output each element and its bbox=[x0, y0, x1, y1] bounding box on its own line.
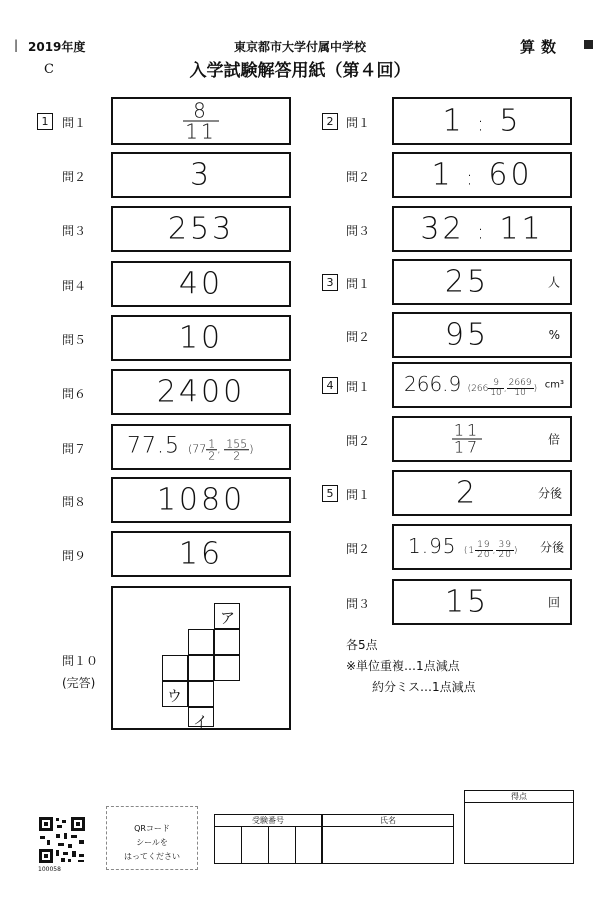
s4-q1-label: 問１ bbox=[346, 380, 371, 394]
s5-q3-answer-box[interactable] bbox=[392, 579, 572, 625]
s1-q3-label: 問３ bbox=[62, 224, 87, 238]
section-3-label: 3 bbox=[322, 274, 338, 291]
score-field[interactable] bbox=[464, 790, 574, 864]
s1-q5-answer-box[interactable] bbox=[111, 315, 291, 361]
s1-q1-answer-box[interactable] bbox=[111, 97, 291, 145]
score-label: 得点 bbox=[465, 791, 573, 803]
s1-q6-answer: 2400 bbox=[156, 374, 246, 410]
section-1-label: 1 bbox=[37, 113, 53, 130]
s3-q2-unit: % bbox=[548, 328, 560, 342]
s4-q1-unit: cm³ bbox=[544, 379, 564, 391]
margin-tick: | bbox=[14, 38, 19, 52]
s1-q10-answer-box[interactable] bbox=[111, 586, 291, 730]
s1-q4-label: 問４ bbox=[62, 279, 87, 293]
s4-q1-alt: (266 $\frac{9}{10}$ , $\frac{2669}{10}$ ) bbox=[467, 378, 538, 398]
s5-q2-answer-box[interactable] bbox=[392, 524, 572, 570]
s3-q1-answer: 25 bbox=[444, 264, 490, 300]
s3-q1-unit: 人 bbox=[547, 275, 560, 290]
s5-q1-unit: 分後 bbox=[537, 486, 562, 501]
subject-label: 算数 bbox=[520, 38, 563, 56]
grading-note-1: 各5点 bbox=[346, 638, 378, 652]
net-letter-a: ア bbox=[220, 609, 236, 627]
s2-q3-ratio: 32 : 11 bbox=[420, 211, 544, 247]
s5-q2-answer: 1.95 bbox=[408, 534, 457, 558]
page-title: 入学試験解答用紙（第４回） bbox=[189, 61, 411, 81]
s5-q2-unit: 分後 bbox=[539, 540, 564, 555]
s4-q2-label: 問２ bbox=[346, 434, 371, 448]
s2-q1-label: 問１ bbox=[346, 116, 371, 130]
s1-q9-answer-box[interactable] bbox=[111, 531, 291, 577]
net-letter-u: ウ bbox=[167, 687, 183, 705]
s5-q3-unit: 回 bbox=[547, 595, 560, 610]
s5-q2-alt: (1 $\frac{19}{20}$ , $\frac{39}{20}$ ) bbox=[463, 540, 519, 560]
section-5-label: 5 bbox=[322, 485, 338, 502]
s5-q1-label: 問１ bbox=[346, 488, 371, 502]
s1-q5-label: 問５ bbox=[62, 333, 87, 347]
name-label: 氏名 bbox=[323, 815, 453, 827]
s1-q6-label: 問６ bbox=[62, 387, 87, 401]
s2-q1-ratio: 1 : 5 bbox=[442, 103, 522, 139]
s1-q2-answer-box[interactable] bbox=[111, 152, 291, 198]
school-name: 東京都市大学付属中学校 bbox=[233, 40, 366, 54]
s1-q2-label: 問２ bbox=[62, 170, 87, 184]
s5-q1-answer: 2 bbox=[455, 475, 479, 511]
s2-q3-label: 問３ bbox=[346, 224, 371, 238]
s5-q3-answer: 15 bbox=[444, 584, 490, 620]
s1-q8-answer: 1080 bbox=[156, 482, 246, 518]
s3-q2-answer-box[interactable] bbox=[392, 312, 572, 358]
exam-year: 2019年度 bbox=[28, 40, 86, 54]
s1-q7-answer-box[interactable] bbox=[111, 424, 291, 470]
exam-number-field[interactable] bbox=[214, 814, 322, 864]
s3-q2-label: 問２ bbox=[346, 330, 371, 344]
section-4-label: 4 bbox=[322, 377, 338, 394]
s1-q9-answer: 16 bbox=[178, 536, 224, 572]
s3-q1-label: 問１ bbox=[346, 277, 371, 291]
s1-q8-label: 問８ bbox=[62, 495, 87, 509]
corner-marker bbox=[584, 40, 593, 49]
s1-q3-answer-box[interactable] bbox=[111, 206, 291, 252]
s4-q2-answer-box[interactable] bbox=[392, 416, 572, 462]
s5-q3-label: 問３ bbox=[346, 597, 371, 611]
s1-q3-answer: 253 bbox=[167, 211, 235, 247]
s1-q9-label: 問９ bbox=[62, 549, 87, 563]
s1-q2-answer: 3 bbox=[189, 157, 213, 193]
section-2-label: 2 bbox=[322, 113, 338, 130]
s1-q5-answer: 10 bbox=[178, 320, 224, 356]
s3-q1-answer-box[interactable] bbox=[392, 259, 572, 305]
s1-q4-answer-box[interactable] bbox=[111, 261, 291, 307]
s5-q2-label: 問２ bbox=[346, 542, 371, 556]
s4-q1-answer-box[interactable] bbox=[392, 362, 572, 408]
s1-q7-answer: 77.5 bbox=[127, 433, 180, 459]
s1-q4-answer: 40 bbox=[178, 266, 224, 302]
s1-q10-label: 問１０ bbox=[62, 654, 99, 668]
sheet-code: 100058 bbox=[38, 866, 61, 873]
s1-q8-answer-box[interactable] bbox=[111, 477, 291, 523]
grading-note-2: ※単位重複…1点減点 bbox=[346, 659, 460, 673]
grading-note-3: 約分ミス…1点減点 bbox=[372, 680, 476, 694]
s2-q1-answer-box[interactable] bbox=[392, 97, 572, 145]
qr-code bbox=[38, 816, 86, 864]
s5-q1-answer-box[interactable] bbox=[392, 470, 572, 516]
pencil-mark: C bbox=[44, 62, 54, 77]
s1-q10-note: (完答) bbox=[62, 676, 96, 690]
s4-q1-answer: 266.9 bbox=[404, 372, 462, 396]
s3-q2-answer: 95 bbox=[444, 317, 490, 353]
name-field[interactable] bbox=[322, 814, 454, 864]
net-letter-i: イ bbox=[193, 713, 209, 731]
s2-q2-answer-box[interactable] bbox=[392, 152, 572, 198]
s4-q2-fraction: $\frac{11}{17}$ bbox=[453, 420, 481, 457]
s1-q6-answer-box[interactable] bbox=[111, 369, 291, 415]
qr-sticker-area: QRコード シールを はってください bbox=[106, 806, 198, 870]
s1-q7-label: 問７ bbox=[62, 442, 87, 456]
s1-q7-alt: (77 $\frac{1}{2}$ , $\frac{155}{2}$ ) bbox=[187, 436, 254, 462]
s2-q2-ratio: 1 : 60 bbox=[431, 157, 533, 193]
s2-q2-label: 問２ bbox=[346, 170, 371, 184]
s1-q1-label: 問１ bbox=[62, 116, 87, 130]
s2-q3-answer-box[interactable] bbox=[392, 206, 572, 252]
exam-number-label: 受験番号 bbox=[215, 815, 321, 827]
s4-q2-unit: 倍 bbox=[547, 432, 560, 447]
s1-q1-fraction: $\frac{8}{11}$ bbox=[185, 98, 217, 144]
